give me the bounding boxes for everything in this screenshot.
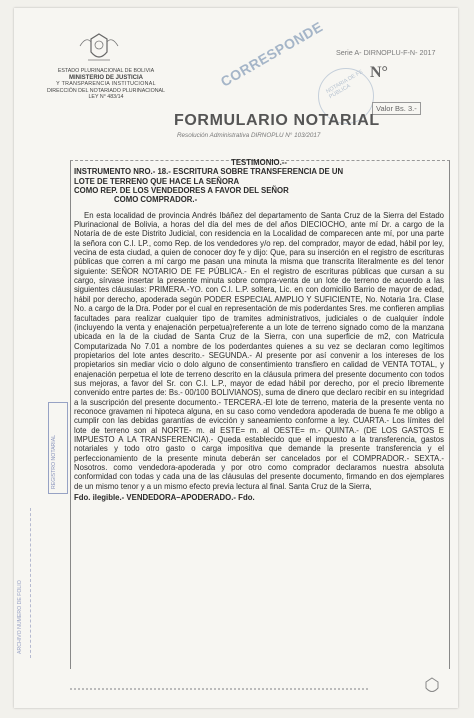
instrument-line: LOTE DE TERRENO QUE HACE LA SEÑORA [74,176,240,186]
institution-line: ESTADO PLURINACIONAL DE BOLIVIA [57,68,155,74]
footer-security-line [70,688,370,690]
body-paragraph: En esta localidad de provincia Andrés Ibáñez del departamento de Santa Cruz de la Sierra del Estado Plurinacional de Bolivia, a horas del día del mes de del años DIECIOCHO, ante mí Dr. a cargo de la Notaría de de este Distrito Judicial, con residencia en la Localidad de comparecen ante mí, por una parte la señora con C.I. LP., como Rep. de los vendedores y/o rep. del comprador, mayor de edad, hábil por ley, vecina de esta ciudad, a quien de conocer doy fe y dijo: Que, para su inserción en el registro de escrituras públicas que corren a mí cargo me pasan una minuta la misma que transcrita literalmente es del tenor siguiente: SEÑOR NOTARIO DE FE PÚBLICA.- En el registro de escrituras públicas que cursan a su cargo, sírvase insertar la presente minuta sobre compra-venta de un lote de terreno de acuerdo a las siguientes cláusulas: PRIMERA.-YO. con C.I. L.P. soltera, Lic. en con domicilio Barrio de mayor de edad, hábil por derecho, apoderada según PODER ESPECIAL AMPLIO Y SUFICIENTE, No. Notaria 1ra. Clase No. a cargo de la Dra. Poder por el cual en representación de mis poderdantes Sres. me confieren amplias facultades para realizar cualquier tipo de tramites administrativos, judiciales o de cualquier índole (incluyendo la venta y enajenación perpetua)referente a un lote de terreno signado como de la manzana ubicada en la de la ciudad de Santa Cruz de la Sierra, con una superficie de m2, con Matricula Computarizada No 7.01 a nombre de los poderdantes quienes a su vez se declaran como legítimos propietarios del lote antes descrito.- SEGUNDA.- Al presente por así convenir a los intereses de los propietarios sin mediar vicio o dolo alguno de consentimiento transfiero en calidad de VENTA TOTAL, y enajenación perpetua el lote de terreno descrito en la cláusula primera del presente documento con todos sus mejoras, a favor del Sr. con C.I. L.P., mayor de edad hábil por derecho, por el precio libremente convenido entre partes de: Bs.- 00/100 BOLIVIANOS), suma de dinero que declaro recibir en su integridad a la suscripción del presente documento.- TERCERA.-El lote de terreno, materia de la presente venta no reconoce gravamen ni hipoteca alguna, en su caso como vendedora apoderada de buena fe me obligo a cumplir con las debidas garantías de evicción y saneamiento conforme a ley. CUARTA.- Los límites del lote de terreno son al NORTE- m. al ESTE= m. al OESTE= m.- QUINTA.- (DE LOS GASTOS E IMPUESTO A LA TRANSFERENCIA).- Queda establecido que el impuesto a la transferencia, gastos notariales y todo otro gasto o carga impositiva que demande la presente transferencia y el perfeccionamiento de la presente minuta deberán ser cancelados por el COMPRADOR.- SEXTA.- Nosotros. como vendedora-apoderada y por otro como comprador declaramos nuestra absoluta conformidad con todas y cada una de las cláusulas del presente documento, firmando en dos ejemplares de un mismo tenor y a un mismo efecto previa lectura al final. Santa Cruz de la Sierra, [74,210,444,491]
corresponde-stamp: CORRESPONDE [217,18,326,90]
notary-circle-stamp: NOTARIA DE FE PÚBLICA [318,68,374,124]
institution-line: Y TRANSPARENCIA INSTITUCIONAL [56,81,156,88]
valor-badge: Valor Bs. 3.- [372,102,421,115]
testimonio-heading: TESTIMONIO.-- [231,158,287,167]
instrument-line: INSTRUMENTO NRO.- 18.- ESCRITURA SOBRE TRANSFERENCIA DE UN [74,167,344,177]
serie-label: Serie A- DIRNOPLU-F-N- 2017 [336,48,436,57]
instrument-line: COMO REP. DE LOS VENDEDORES A FAVOR DEL SEÑOR [74,186,289,196]
coat-of-arms-icon [74,30,124,70]
side-stamp-archivo: ARCHIVO NUMERO DE FOLIO [16,508,31,658]
institution-block [26,68,186,101]
document-text [74,158,444,502]
footer-seal-icon [422,676,442,696]
resolution-line: Resolución Administrativa DIRNOPLU N° 103/2017 [177,132,321,139]
institution-line: DIRECCIÓN DEL NOTARIADO PLURINACIONAL [46,87,166,94]
institution-line: LEY N° 483/14 [88,94,124,101]
institution-line: MINISTERIO DE JUSTICIA [68,74,143,81]
footer [70,684,446,694]
signature-line: Fdo. ilegible.- VENDEDORA–APODERADO.- Fdo. [74,493,255,503]
side-stamp-registro: REGISTRO NOTARIAL [48,402,68,494]
number-mark: N° [370,64,388,81]
instrument-line: COMO COMPRADOR.- [114,195,198,205]
notarial-form-page [14,8,458,708]
form-title: FORMULARIO NOTARIAL [174,112,380,129]
